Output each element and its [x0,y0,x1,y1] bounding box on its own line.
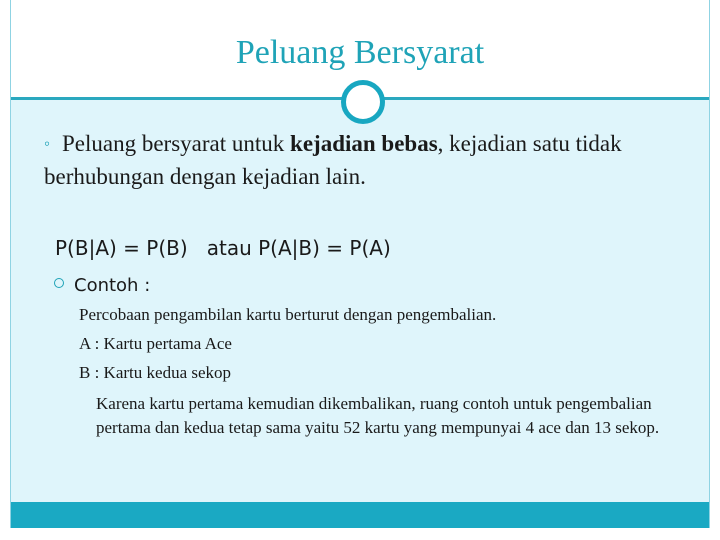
example-line: B : Kartu kedua sekop [79,363,232,382]
main-bullet [44,127,694,193]
example-bullet [54,275,150,296]
ring-bullet-icon [54,278,64,288]
explanation-text: Karena kartu pertama kemudian dikembalikan, ruang contoh untuk pengembalian pertama dan kedua tetap sama yaitu 52 kartu yang mempunyai 4 ace dan 13 sekop. [96,394,660,437]
main-bullet-suffix: , kejadian satu tidak berhubungan dengan kejadian lain. [44,131,622,189]
example-line: A : Kartu pertama Ace [79,334,232,353]
bullet-marker-icon: ◦ [44,134,51,153]
formula: P(B|A) = P(B) atau P(A|B) = P(A) [55,236,391,260]
decorative-circle [341,80,385,124]
main-bullet-prefix: Peluang bersyarat untuk [62,131,291,156]
example-line: Percobaan pengambilan kartu berturut dengan pengembalian. [79,305,497,324]
example-label: Contoh : [74,275,151,296]
slide-title: Peluang Bersyarat [235,34,485,71]
main-bullet-bold: kejadian bebas [290,131,438,156]
bottom-accent-bar [11,502,709,528]
